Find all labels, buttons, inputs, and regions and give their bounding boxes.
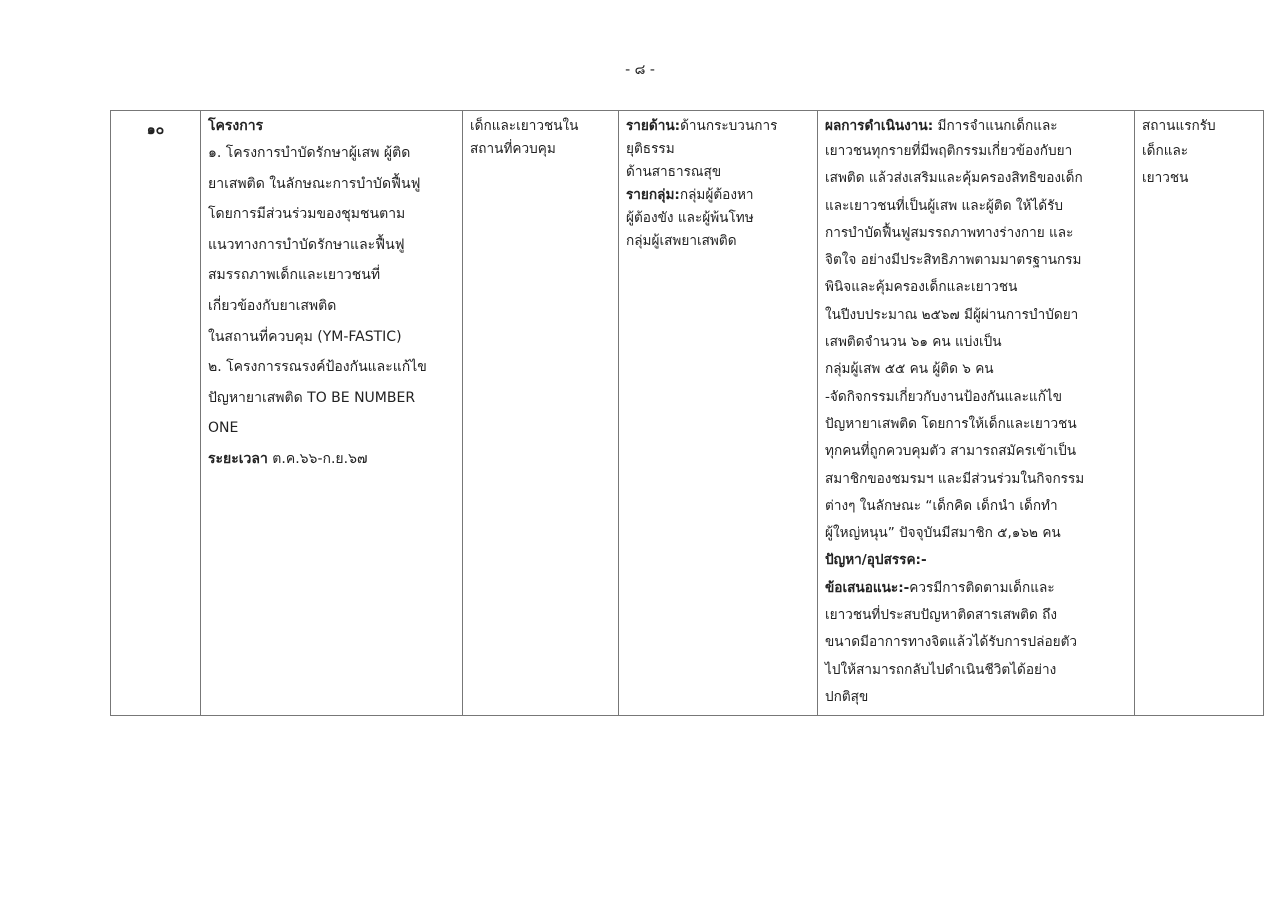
agency-line: เด็กและ <box>1142 143 1189 159</box>
result-line: ต่างๆ ในลักษณะ “เด็กคิด เด็กนำ เด็กทำ <box>825 497 1058 514</box>
group-value: กลุ่มผู้ต้องหา <box>679 187 754 203</box>
aspect-value-line: ยุติธรรม <box>626 141 675 157</box>
agency-line: เยาวชน <box>1142 170 1189 187</box>
target-line: เด็กและเยาวชนใน <box>470 118 579 134</box>
project-line: ๒. โครงการรณรงค์ป้องกันและแก้ไข <box>208 359 427 376</box>
result-line: การบำบัดฟื้นฟูสมรรถภาพทางร่างกาย และ <box>825 224 1074 241</box>
suggestion-line: ปกติสุข <box>825 688 869 705</box>
result-line: -จัดกิจกรรมเกี่ยวกับงานป้องกันและแก้ไข <box>825 388 1063 405</box>
row-number: ๑๐ <box>146 122 165 138</box>
group-value-line: ผู้ต้องขัง และผู้พ้นโทษ <box>626 210 754 226</box>
performance-first: มีการจำแนกเด็กและ <box>933 118 1058 134</box>
result-line: ปัญหายาเสพติด โดยการให้เด็กและเยาวชน <box>825 415 1077 432</box>
project-line: ในสถานที่ควบคุม (YM-FASTIC) <box>208 328 402 345</box>
result-line: จิตใจ อย่างมีประสิทธิภาพตามมาตรฐานกรม <box>825 252 1082 269</box>
project-line: เกี่ยวข้องกับยาเสพติด <box>208 297 337 314</box>
project-table <box>110 110 1264 716</box>
project-line: ปัญหายาเสพติด TO BE NUMBER <box>208 389 416 406</box>
aspect-value-line: ด้านสาธารณสุข <box>626 164 722 180</box>
project-line: ๑. โครงการบำบัดรักษาผู้เสพ ผู้ติด <box>208 145 411 161</box>
performance-label: ผลการดำเนินงาน: <box>825 118 934 134</box>
result-cell <box>818 111 1135 716</box>
table-row <box>111 111 1264 716</box>
project-heading: โครงการ <box>208 118 264 134</box>
row-number-cell <box>111 111 201 716</box>
aspect-label: รายด้าน: <box>626 118 681 134</box>
result-line: ผู้ใหญ่หนุน” ปัจจุบันมีสมาชิก ๕,๑๖๒ คน <box>825 525 1061 542</box>
result-line: พินิจและคุ้มครองเด็กและเยาวชน <box>825 279 1018 296</box>
agency-cell <box>1135 111 1264 716</box>
project-line: ONE <box>208 420 239 437</box>
result-line: กลุ่มผู้เสพ ๕๕ คน ผู้ติด ๖ คน <box>825 361 994 378</box>
project-line: โดยการมีส่วนร่วมของชุมชนตาม <box>208 206 406 223</box>
project-line: แนวทางการบำบัดรักษาและฟื้นฟู <box>208 236 405 253</box>
aspect-line <box>626 115 810 138</box>
suggestion-label: ข้อเสนอแนะ:- <box>825 579 910 596</box>
performance-line <box>825 115 1127 138</box>
result-line: และเยาวชนที่เป็นผู้เสพ และผู้ติด ให้ได้รับ <box>825 197 1064 214</box>
suggestion-line: เยาวชนที่ประสบปัญหาติดสารเสพติด ถึง <box>825 607 1057 624</box>
project-line: สมรรถภาพเด็กและเยาวชนที่ <box>208 267 381 284</box>
result-line: เยาวชนทุกรายที่มีพฤติกรรมเกี่ยวข้องกับยา <box>825 143 1073 159</box>
suggestion-line: ขนาดมีอาการทางจิตแล้วได้รับการปล่อยตัว <box>825 634 1078 651</box>
project-cell <box>201 111 463 716</box>
project-period <box>208 444 455 475</box>
suggestion-line: ไปให้สามารถกลับไปดำเนินชีวิตได้อย่าง <box>825 661 1057 678</box>
suggestion-first: ควรมีการติดตามเด็กและ <box>909 579 1055 596</box>
agency-line: สถานแรกรับ <box>1142 118 1216 134</box>
target-cell <box>463 111 619 716</box>
result-line: เสพติดจำนวน ๖๑ คน แบ่งเป็น <box>825 334 1002 351</box>
problem-label: ปัญหา/อุปสรรค:- <box>825 552 927 569</box>
period-value: ต.ค.๖๖-ก.ย.๖๗ <box>267 450 368 467</box>
result-line: เสพติด แล้วส่งเสริมและคุ้มครองสิทธิของเด็ก <box>825 170 1083 187</box>
target-line: สถานที่ควบคุม <box>470 141 556 157</box>
period-label: ระยะเวลา <box>208 450 268 467</box>
result-line: สมาชิกของชมรมฯ และมีส่วนร่วมในกิจกรรม <box>825 470 1085 487</box>
result-line: ทุกคนที่ถูกควบคุมตัว สามารถสมัครเข้าเป็น <box>825 443 1077 460</box>
group-line <box>626 184 810 207</box>
type-cell <box>619 111 818 716</box>
suggestion-line <box>825 575 1127 602</box>
group-label: รายกลุ่ม: <box>626 187 680 203</box>
page-number: - ๘ - <box>625 62 655 78</box>
group-value-line: กลุ่มผู้เสพยาเสพติด <box>626 233 737 249</box>
result-line: ในปีงบประมาณ ๒๕๖๗ มีผู้ผ่านการบำบัดยา <box>825 306 1079 323</box>
aspect-value: ด้านกระบวนการ <box>680 118 778 134</box>
project-line: ยาเสพติด ในลักษณะการบำบัดฟื้นฟู <box>208 175 421 192</box>
